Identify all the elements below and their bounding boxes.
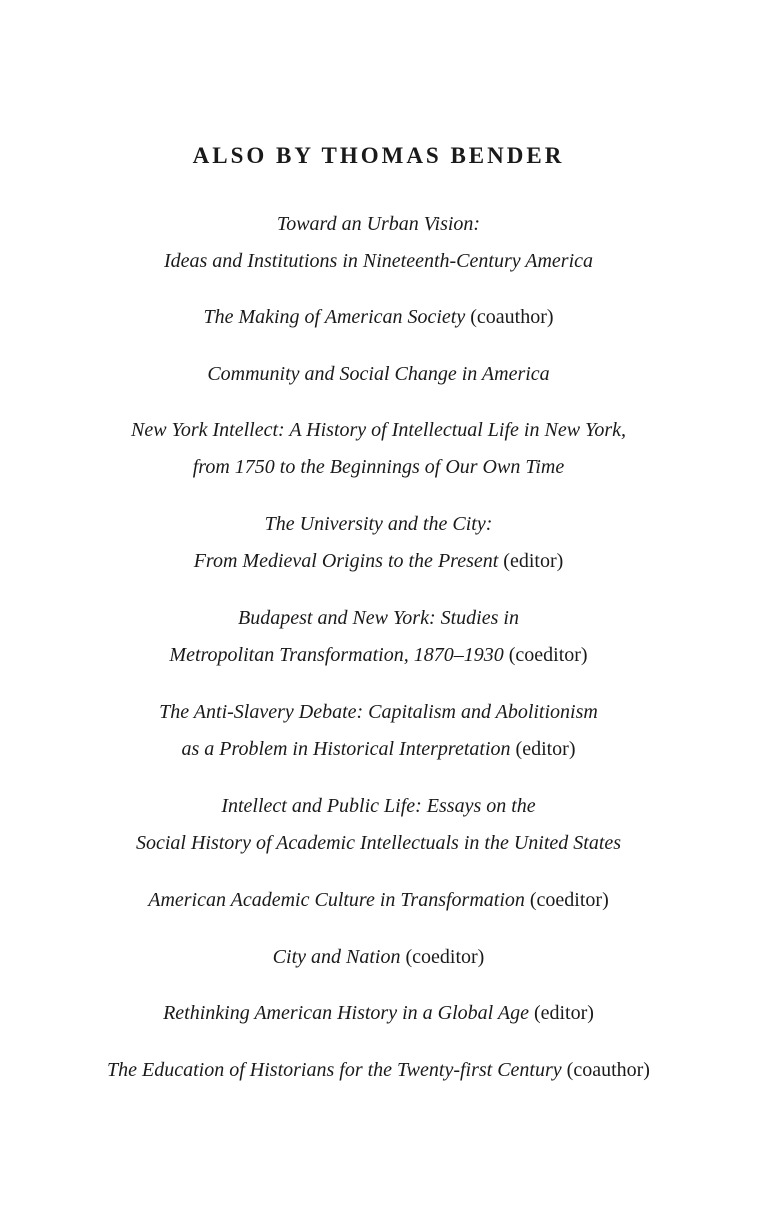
book-title: New York Intellect: A History of Intellectual Life in New York,	[131, 419, 626, 441]
book-title-line	[0, 637, 757, 674]
book-entry	[0, 1052, 757, 1089]
book-entry	[0, 995, 757, 1032]
book-title-line	[0, 788, 757, 825]
book-entry	[0, 412, 757, 486]
book-title-line	[0, 694, 757, 731]
book-title: The University and the City:	[264, 513, 493, 535]
book-entry	[0, 299, 757, 336]
book-title: The Education of Historians for the Twenty-first Century	[107, 1059, 562, 1081]
book-title-line	[0, 356, 757, 393]
book-title-line	[0, 731, 757, 768]
book-title-line	[0, 506, 757, 543]
book-title: from 1750 to the Beginnings of Our Own Time	[192, 456, 565, 478]
book-title-line	[0, 1052, 757, 1089]
book-title-line	[0, 882, 757, 919]
book-title: Social History of Academic Intellectuals in the United States	[135, 832, 622, 854]
book-title: City and Nation	[272, 946, 401, 968]
book-role-note: (coauthor)	[566, 1059, 650, 1081]
book-title-line	[0, 299, 757, 336]
book-title: Budapest and New York: Studies in	[238, 607, 519, 629]
book-title: American Academic Culture in Transformation	[148, 889, 525, 911]
book-entry	[0, 600, 757, 674]
book-title-line	[0, 543, 757, 580]
book-entry	[0, 206, 757, 280]
book-title-line	[0, 600, 757, 637]
book-title: Toward an Urban Vision:	[276, 213, 481, 235]
book-title: From Medieval Origins to the Present	[193, 550, 499, 572]
book-title: Metropolitan Transformation, 1870–1930	[169, 644, 504, 666]
book-entry	[0, 356, 757, 393]
book-title-line	[0, 449, 757, 486]
book-role-note: (editor)	[515, 738, 576, 760]
book-entry	[0, 694, 757, 768]
book-entry	[0, 939, 757, 976]
book-entry	[0, 788, 757, 862]
book-title-line	[0, 995, 757, 1032]
book-title: The Anti-Slavery Debate: Capitalism and Abolitionism	[159, 701, 598, 723]
book-entry	[0, 882, 757, 919]
book-title-line	[0, 243, 757, 280]
book-title: Intellect and Public Life: Essays on the	[221, 795, 536, 817]
book-role-note: (editor)	[503, 550, 564, 572]
book-role-note: (coeditor)	[405, 946, 485, 968]
book-title-line	[0, 825, 757, 862]
book-role-note: (coauthor)	[470, 306, 554, 328]
page-heading: ALSO BY THOMAS BENDER	[192, 143, 565, 168]
book-title-line	[0, 412, 757, 449]
book-role-note: (coeditor)	[529, 889, 609, 911]
book-title: The Making of American Society	[203, 306, 466, 328]
book-entry	[0, 506, 757, 580]
book-role-note: (editor)	[533, 1002, 594, 1024]
book-role-note: (coeditor)	[508, 644, 588, 666]
book-title: Community and Social Change in America	[207, 363, 550, 385]
book-title: Ideas and Institutions in Nineteenth-Century America	[163, 250, 593, 272]
book-title: Rethinking American History in a Global Age	[163, 1002, 529, 1024]
book-title: as a Problem in Historical Interpretation	[181, 738, 511, 760]
book-title-line	[0, 939, 757, 976]
book-title-line	[0, 206, 757, 243]
